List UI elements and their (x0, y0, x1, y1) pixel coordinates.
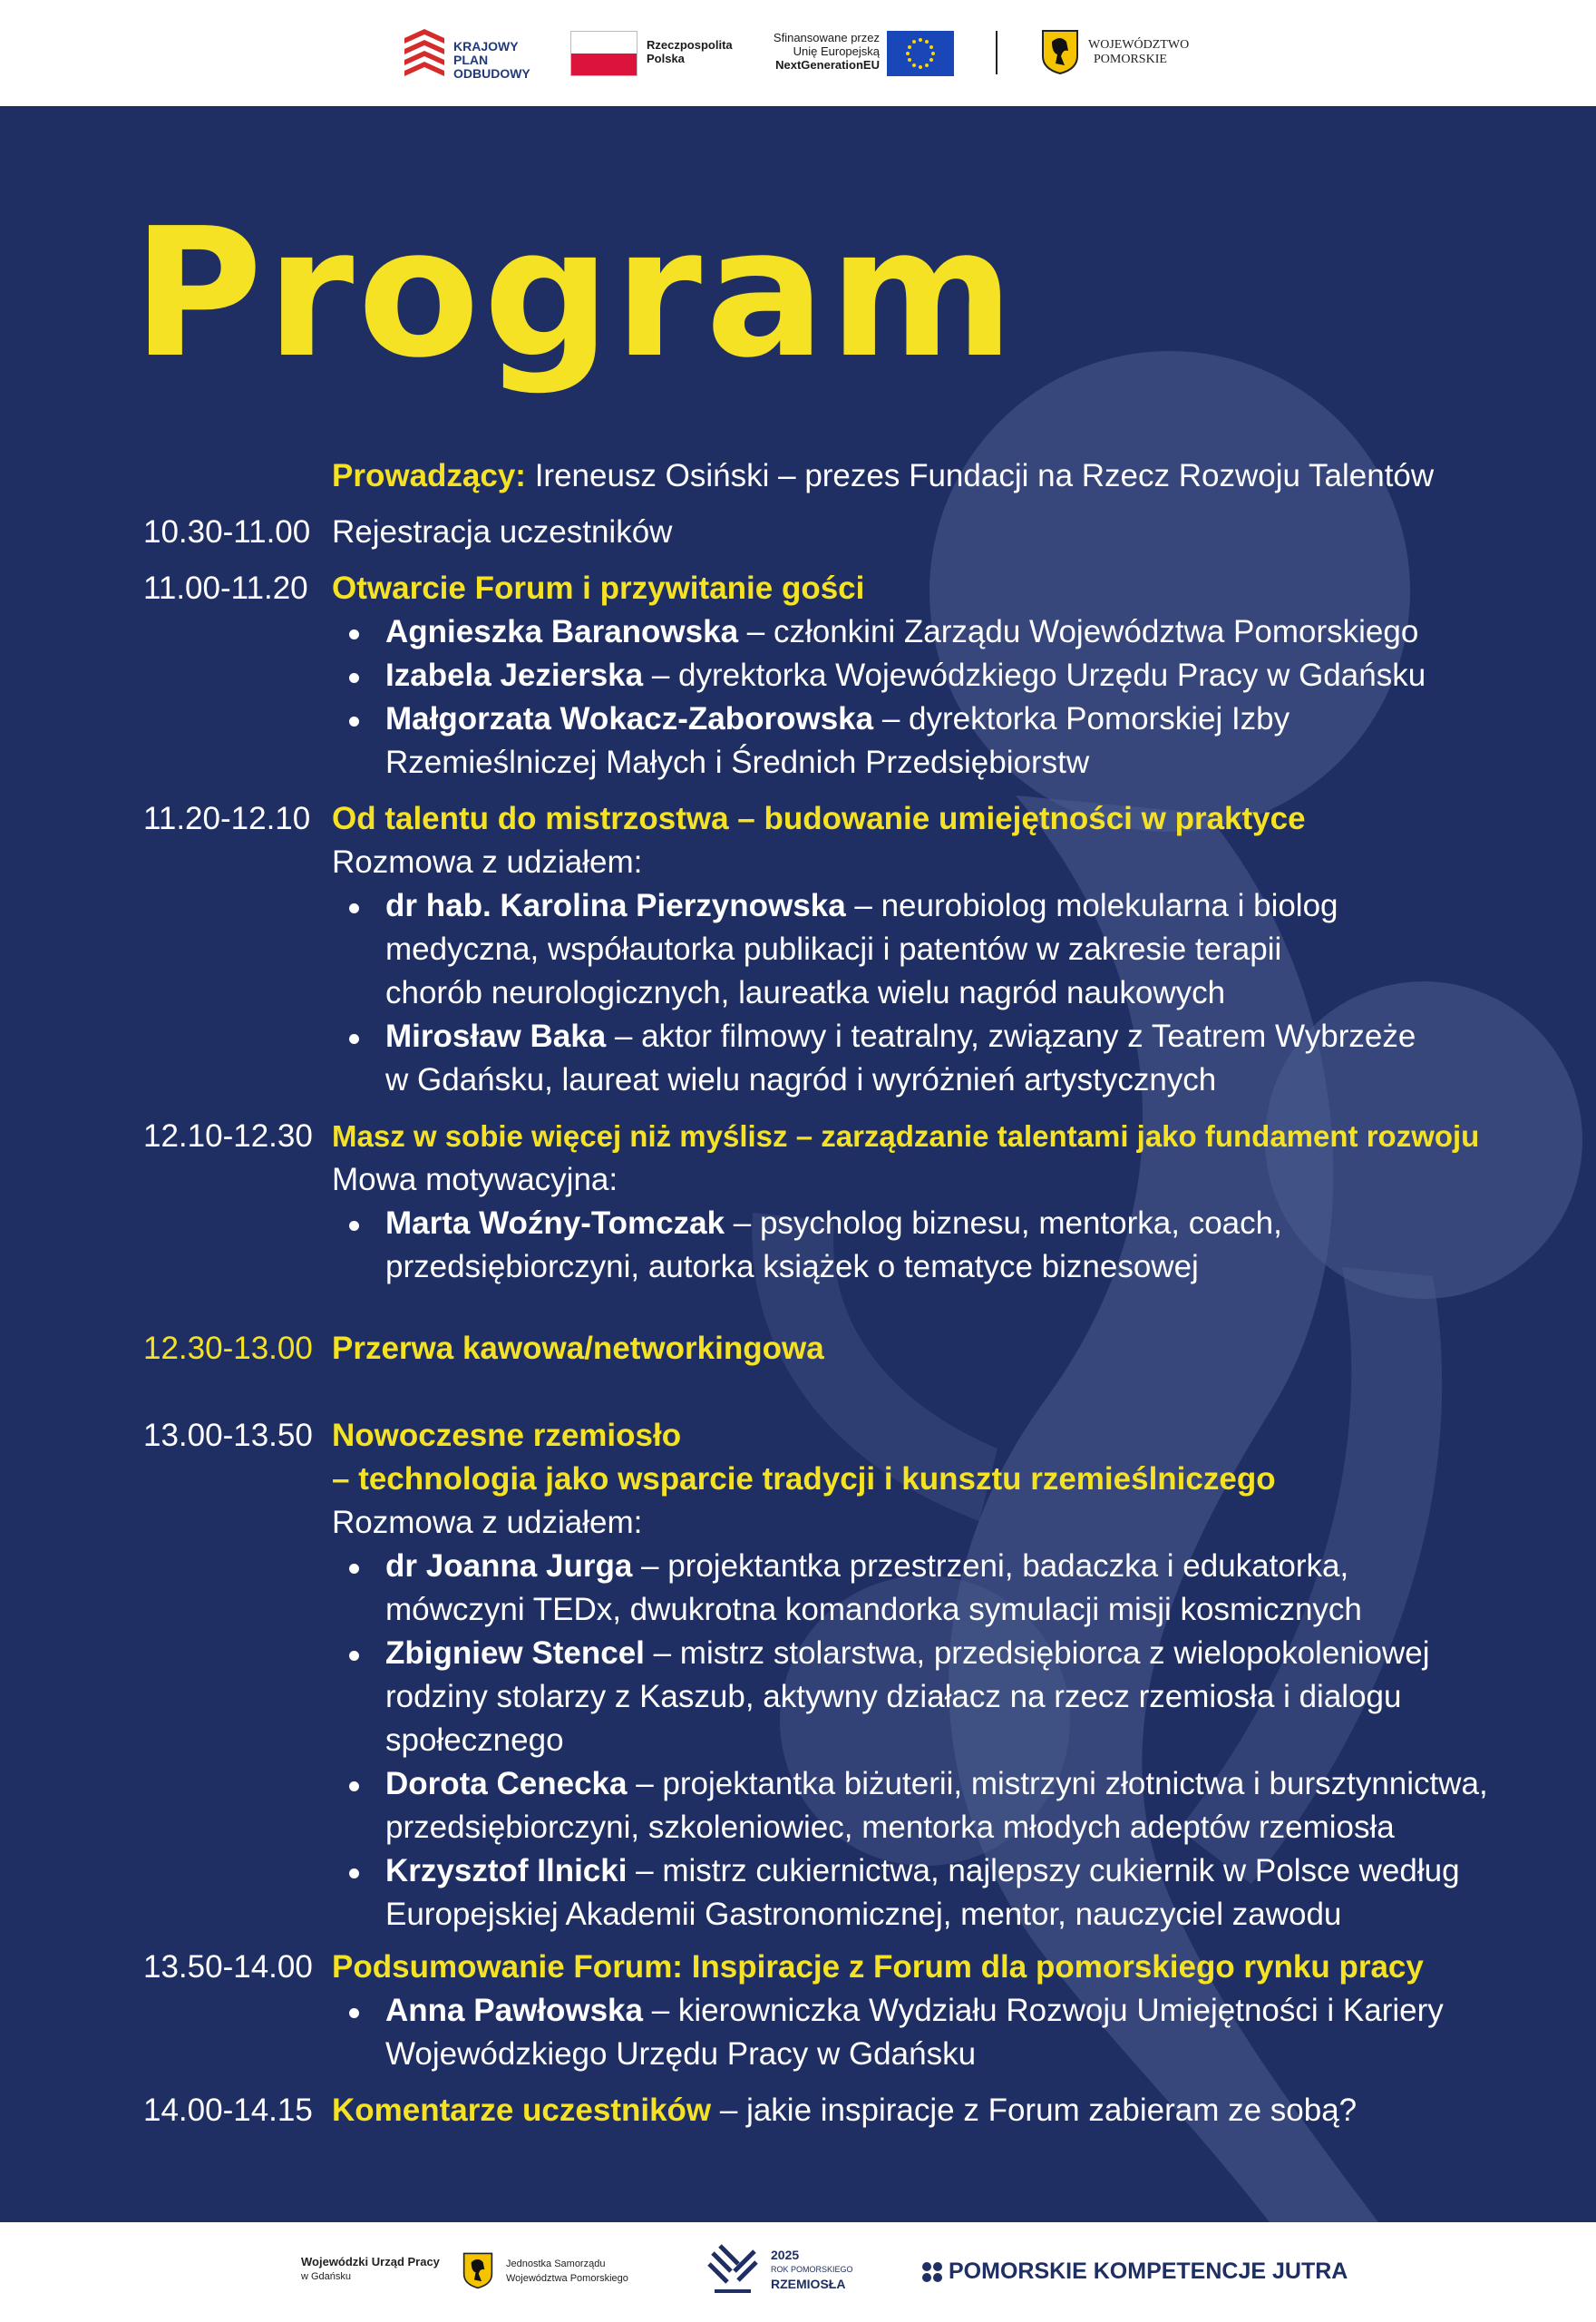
session-title: Przerwa kawowa/networkingowa (332, 1331, 824, 1366)
kpo-line-2: PLAN (453, 53, 489, 67)
speaker-desc-cont: społecznego (385, 1722, 564, 1758)
time-slot: 14.00-14.15 (143, 2093, 313, 2128)
speaker-item (385, 1016, 1416, 1058)
speaker-item (385, 1763, 1488, 1805)
speaker-item (385, 1850, 1460, 1892)
wp-line-1: WOJEWÓDZTWO (1088, 38, 1190, 52)
session-title: Od talentu do mistrzostwa – budowanie umiejętności w praktyce (332, 801, 1306, 836)
speaker-desc: – psycholog biznesu, mentorka, coach, (725, 1205, 1282, 1241)
speaker-item (385, 1633, 1430, 1674)
speaker-desc: – kierowniczka Wydziału Rozwoju Umiejętności i Kariery (642, 1993, 1444, 2028)
header-divider (996, 31, 998, 74)
session-title: Otwarcie Forum i przywitanie gości (332, 571, 865, 606)
rp-logo (570, 31, 752, 76)
crafts-year-icon (707, 2244, 758, 2300)
wup-line-2: w Gdańsku (301, 2271, 352, 2282)
bullet (349, 1564, 359, 1574)
jst-logo (506, 2257, 628, 2286)
time-slot: 12.30-13.00 (143, 1331, 313, 1366)
bullet (349, 1868, 359, 1878)
speaker-name: Krzysztof Ilnicki (385, 1853, 628, 1888)
bullet (349, 673, 359, 683)
time-slot: 11.00-11.20 (143, 571, 308, 606)
session-title: Komentarze uczestników (332, 2093, 712, 2128)
rok-rzemiosla-logo (771, 2248, 853, 2291)
eu-flag-icon (887, 31, 954, 76)
speaker-item (385, 655, 1426, 697)
griffin-shield-icon (462, 2251, 493, 2289)
kpo-line-1: KRAJOWY (453, 39, 519, 54)
session-subtitle: – technologia jako wsparcie tradycji i kunsztu rzemieślniczego (332, 1461, 1276, 1497)
kpo-line-3: ODBUDOWY (453, 66, 530, 81)
speaker-name: dr Joanna Jurga (385, 1548, 633, 1584)
speaker-desc-cont: mówczyni TEDx, dwukrotna komandorka symulacji misji kosmicznych (385, 1592, 1362, 1627)
session-title: Rejestracja uczestników (332, 514, 673, 550)
session-title: Nowoczesne rzemiosło (332, 1418, 682, 1453)
speaker-desc-cont: przedsiębiorczyni, szkoleniowiec, mentorka młodych adeptów rzemiosła (385, 1810, 1395, 1845)
header-logo-bar (0, 0, 1596, 106)
speaker-item (385, 1990, 1444, 2032)
bullet (349, 629, 359, 639)
host-line (332, 455, 1434, 497)
speaker-item (385, 611, 1418, 653)
speaker-item (385, 698, 1289, 740)
session-desc: – jakie inspiracje z Forum zabieram ze sobą? (711, 2093, 1358, 2128)
speaker-name: Marta Woźny-Tomczak (385, 1205, 725, 1241)
speaker-desc: – dyrektorka Wojewódzkiego Urzędu Pracy w Gdańsku (643, 658, 1426, 693)
rok-line-3: RZEMIOSŁA (771, 2277, 846, 2291)
speaker-desc-cont: Wojewódzkiego Urzędu Pracy w Gdańsku (385, 2036, 977, 2072)
jst-line-2: Województwa Pomorskiego (506, 2273, 628, 2284)
kpo-icon (404, 29, 444, 76)
speaker-desc: – aktor filmowy i teatralny, związany z Teatrem Wybrzeże (606, 1019, 1416, 1054)
speaker-name: dr hab. Karolina Pierzynowska (385, 888, 846, 923)
speaker-item (385, 1546, 1348, 1587)
speaker-item (385, 885, 1338, 927)
rok-line-2: ROK POMORSKIEGO (771, 2265, 853, 2274)
bullet (349, 903, 359, 913)
speaker-desc-cont: chorób neurologicznych, laureatka wielu nagród naukowych (385, 975, 1226, 1010)
rp-line-2: Polska (647, 52, 685, 65)
session-title: Masz w sobie więcej niż myślisz – zarządzanie talentami jako fundament rozwoju (332, 1119, 1480, 1153)
wp-logo (1041, 29, 1204, 76)
time-slot: 10.30-11.00 (143, 514, 311, 550)
speaker-desc-cont: Europejskiej Akademii Gastronomicznej, mentor, nauczyciel zawodu (385, 1897, 1342, 1932)
griffin-shield-icon (1041, 29, 1079, 74)
speaker-item (385, 1203, 1282, 1244)
speaker-name: Zbigniew Stencel (385, 1635, 645, 1671)
bullet (349, 1221, 359, 1231)
speaker-name: Małgorzata Wokacz-Zaborowska (385, 701, 874, 737)
time-slot: 13.00-13.50 (143, 1418, 313, 1453)
eu-logo (762, 29, 961, 78)
time-slot: 11.20-12.10 (143, 801, 311, 836)
session-intro: Mowa motywacyjna: (332, 1162, 618, 1197)
pkj-logo-text: POMORSKIE KOMPETENCJE JUTRA (949, 2259, 1348, 2284)
speaker-name: Izabela Jezierska (385, 658, 644, 693)
host-text: Ireneusz Osiński – prezes Fundacji na Rzecz Rozwoju Talentów (525, 458, 1435, 493)
session-intro: Rozmowa z udziałem: (332, 844, 643, 880)
rp-line-1: Rzeczpospolita (647, 38, 733, 52)
eu-line-1: Sfinansowane przez (773, 31, 880, 44)
bullet (349, 2008, 359, 2018)
speaker-desc: – mistrz stolarstwa, przedsiębiorca z wielopokoleniowej (644, 1635, 1430, 1671)
speaker-name: Mirosław Baka (385, 1019, 607, 1054)
speaker-desc-cont: przedsiębiorczyni, autorka książek o tematyce biznesowej (385, 1249, 1199, 1284)
wup-logo (301, 2255, 440, 2284)
session-intro: Rozmowa z udziałem: (332, 1505, 643, 1540)
host-label: Prowadzący: (332, 458, 526, 493)
wup-line-1: Wojewódzki Urząd Pracy (301, 2255, 440, 2268)
footer-logo-bar (0, 2222, 1596, 2322)
rok-line-1: 2025 (771, 2248, 800, 2262)
speaker-name: Agnieszka Baranowska (385, 614, 739, 649)
polish-flag-icon (570, 31, 637, 76)
session-line (332, 2090, 1357, 2132)
time-slot: 13.50-14.00 (143, 1949, 313, 1985)
speaker-desc: – dyrektorka Pomorskiej Izby (873, 701, 1290, 737)
bullet (349, 1781, 359, 1791)
speaker-name: Dorota Cenecka (385, 1766, 628, 1801)
speaker-desc-cont: w Gdańsku, laureat wielu nagród i wyróżnień artystycznych (385, 1062, 1217, 1098)
speaker-desc: – projektantka biżuterii, mistrzyni złotnictwa i bursztynnictwa, (627, 1766, 1488, 1801)
time-slot: 12.10-12.30 (143, 1118, 313, 1154)
speaker-name: Anna Pawłowska (385, 1993, 643, 2028)
wp-line-2: POMORSKIE (1094, 53, 1167, 66)
jst-line-1: Jednostka Samorządu (506, 2259, 606, 2269)
speaker-desc-cont: Rzemieślniczej Małych i Średnich Przedsiębiorstw (385, 745, 1090, 780)
bullet (349, 1034, 359, 1044)
kpo-logo (404, 27, 550, 80)
speaker-desc: – projektantka przestrzeni, badaczka i edukatorka, (632, 1548, 1349, 1584)
speaker-desc-cont: rodziny stolarzy z Kaszub, aktywny działacz na rzecz rzemiosła i dialogu (385, 1679, 1402, 1714)
bullet (349, 717, 359, 727)
eu-line-2: Unię Europejską (793, 44, 880, 58)
page-title: Program (132, 190, 1018, 397)
speaker-desc: – mistrz cukiernictwa, najlepszy cukiernik w Polsce według (627, 1853, 1460, 1888)
eu-line-3: NextGenerationEU (775, 58, 880, 72)
speaker-desc: – członkini Zarządu Województwa Pomorskiego (738, 614, 1419, 649)
session-title: Podsumowanie Forum: Inspiracje z Forum dla pomorskiego rynku pracy (332, 1949, 1424, 1985)
pkj-logo-icon (920, 2260, 944, 2284)
bullet (349, 1651, 359, 1661)
speaker-desc-cont: medyczna, współautorka publikacji i patentów w zakresie terapii (385, 932, 1282, 967)
speaker-desc: – neurobiolog molekularna i biolog (845, 888, 1338, 923)
